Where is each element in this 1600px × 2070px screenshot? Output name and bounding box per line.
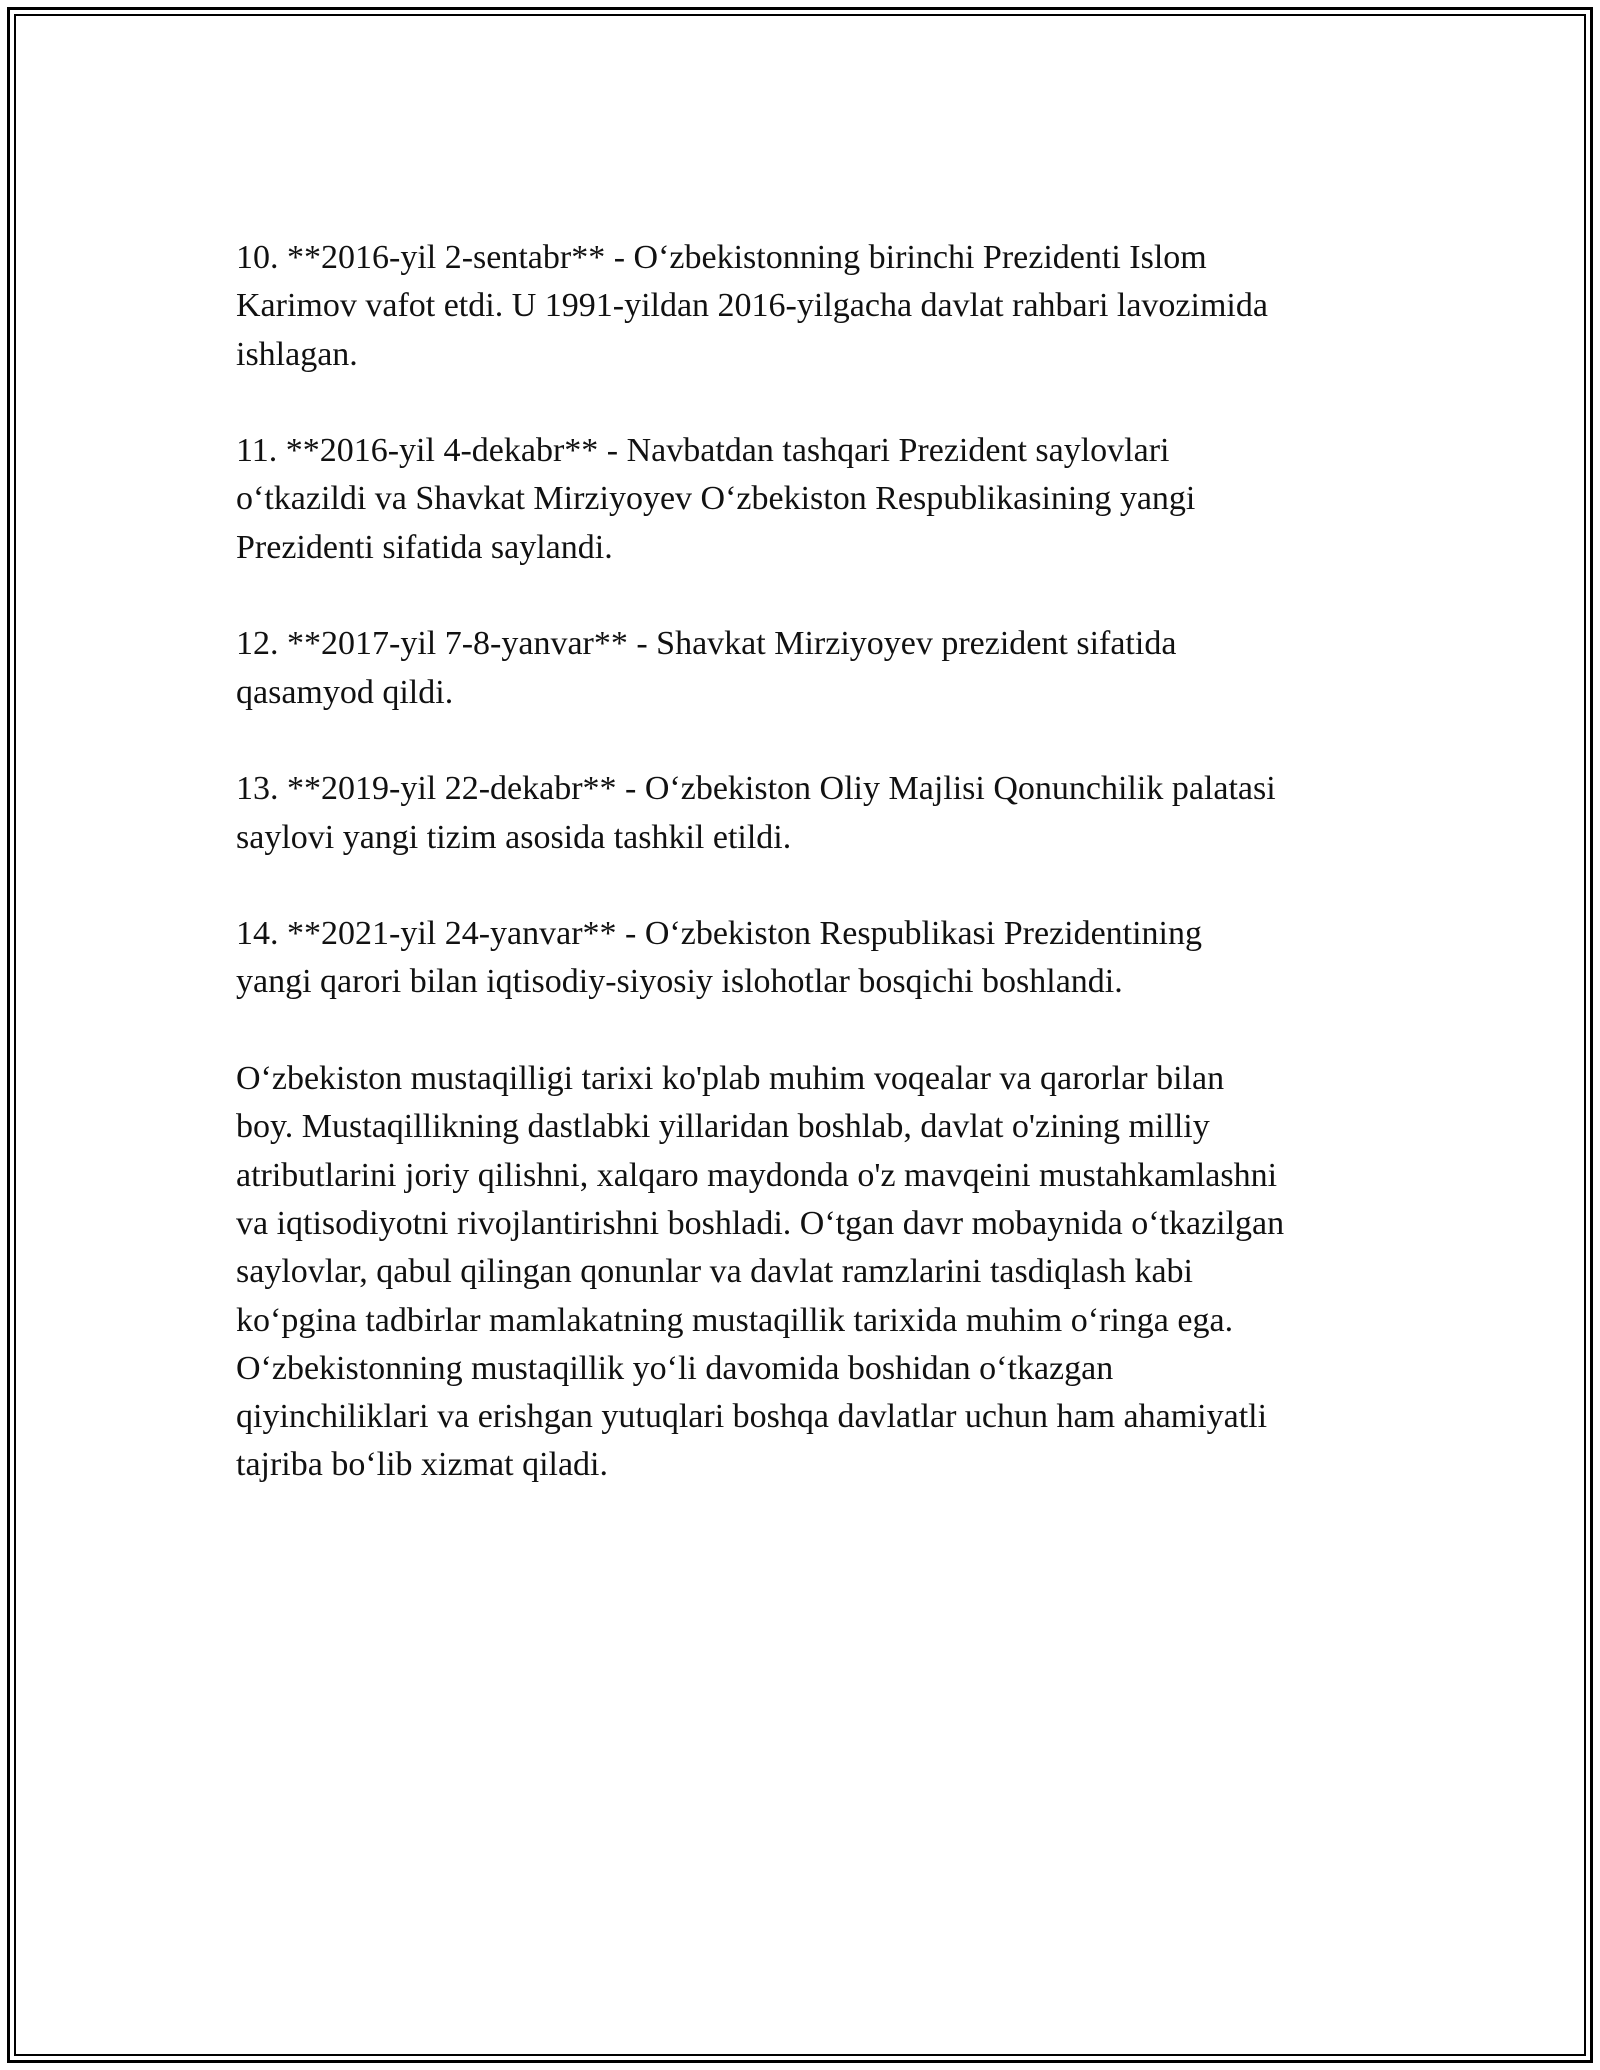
list-item-14: 14. **2021-yil 24-yanvar** - O‘zbekiston Respublikasi Prezidentining yangi qarori bilan iqtisodiy-siyosiy islohotlar bosqichi boshlandi. (236, 915, 1202, 1001)
list-item-11: 11. **2016-yil 4-dekabr** - Navbatdan tashqari Prezident saylovlari o‘tkazildi va Shavkat Mirziyoyev O‘zbekiston Respublikasining yangi Prezidenti sifatida saylandi. (236, 432, 1196, 566)
list-item-12: 12. **2017-yil 7-8-yanvar** - Shavkat Mirziyoyev prezident sifatida qasamyod qildi. (236, 625, 1177, 711)
summary-paragraph: O‘zbekiston mustaqilligi tarixi ko'plab muhim voqealar va qarorlar bilan boy. Mustaqillikning dastlabki yillaridan boshlab, davlat o'zining milliy atributlarini joriy qilishni, xalqaro maydonda o'z mavqeini mustahkamlashni va iqtisodiyotni rivojlantirishni boshladi. O‘tgan davr mobaynida o‘tkazilgan saylovlar, qabul qilingan qonunlar va davlat ramzlarini tasdiqlash kabi ko‘pgina tadbirlar mamlakatning mustaqillik tarixida muhim o‘ringa ega. O‘zbekistonning mustaqillik yo‘li davomida boshidan o‘tkazgan qiyinchiliklari va erishgan yutuqlari boshqa davlatlar uchun ham ahamiyatli tajriba bo‘lib xizmat qiladi. (236, 1060, 1285, 1484)
document-body (236, 234, 1376, 1538)
list-item-13: 13. **2019-yil 22-dekabr** - O‘zbekiston Oliy Majlisi Qonunchilik palatasi saylovi yangi tizim asosida tashkil etildi. (236, 770, 1276, 856)
list-item-10: 10. **2016-yil 2-sentabr** - O‘zbekistonning birinchi Prezidenti Islom Karimov vafot etdi. U 1991-yildan 2016-yilgacha davlat rahbari lavozimida ishlagan. (236, 239, 1268, 373)
